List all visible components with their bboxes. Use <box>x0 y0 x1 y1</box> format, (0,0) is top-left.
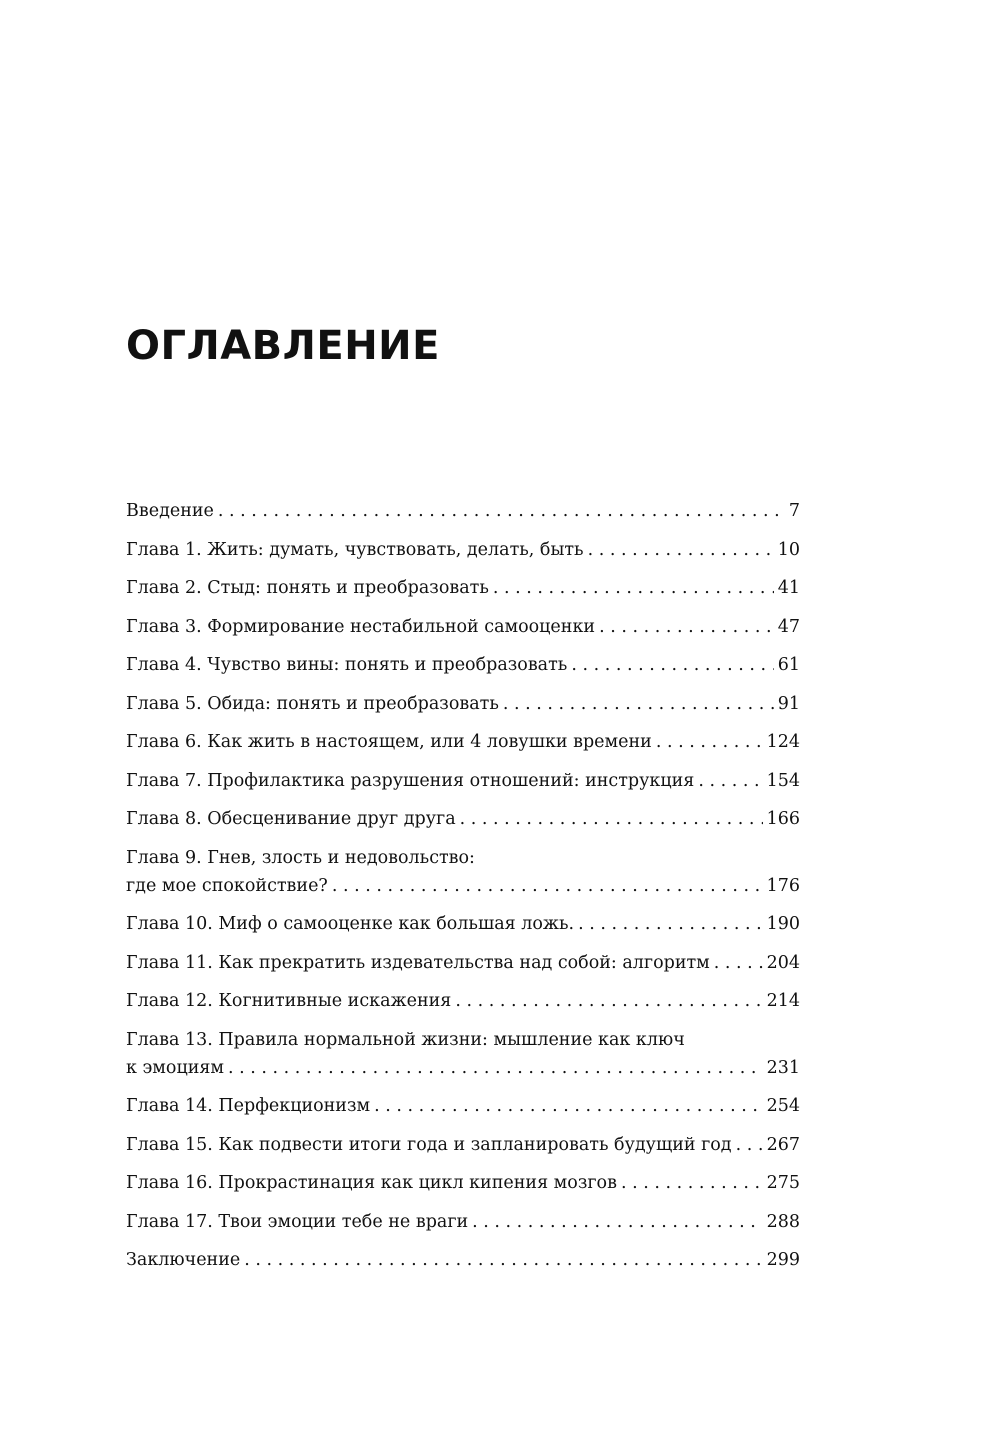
toc-entry[interactable] <box>126 497 800 525</box>
toc-line <box>126 949 800 977</box>
toc-title: где мое спокойствие? <box>126 875 328 896</box>
toc-page-number: 10 <box>777 539 800 560</box>
toc-line <box>126 1054 800 1082</box>
toc-title: Глава 10. Миф о самооценке как большая ложь. <box>126 914 575 934</box>
dot-leader <box>455 987 762 1015</box>
toc-entry[interactable] <box>126 613 800 641</box>
toc-line <box>126 497 800 525</box>
toc-page-number: 267 <box>766 1134 800 1155</box>
dot-leader <box>244 1246 762 1274</box>
table-of-contents <box>126 497 800 1285</box>
toc-title: Глава 11. Как прекратить издевательства над собой: алгоритм <box>126 952 710 973</box>
dot-leader <box>588 536 774 564</box>
dot-leader <box>460 805 763 833</box>
toc-entry[interactable] <box>126 574 800 602</box>
toc-line <box>126 690 800 718</box>
toc-title-first-line: Глава 13. Правила нормальной жизни: мышление как ключ <box>126 1029 685 1050</box>
toc-entry[interactable] <box>126 690 800 718</box>
toc-entry[interactable] <box>126 949 800 977</box>
toc-title: Глава 4. Чувство вины: понять и преобразовать <box>126 655 568 675</box>
toc-title: Глава 3. Формирование нестабильной самооценки <box>126 616 596 637</box>
page-title: ОГЛАВЛЕНИЕ <box>126 323 440 369</box>
toc-line <box>126 574 800 602</box>
dot-leader <box>374 1092 762 1120</box>
toc-page-number: 299 <box>766 1250 800 1270</box>
toc-page-number: 7 <box>788 501 800 521</box>
toc-entry[interactable] <box>126 987 800 1015</box>
toc-entry[interactable] <box>126 767 800 795</box>
toc-page-number: 190 <box>766 914 800 934</box>
toc-title: Заключение <box>126 1250 241 1270</box>
dot-leader <box>599 613 774 641</box>
toc-page-number: 154 <box>766 770 800 791</box>
toc-title: Глава 7. Профилактика разрушения отношений: инструкция <box>126 770 695 791</box>
toc-entry[interactable] <box>126 1026 800 1082</box>
toc-page-number: 214 <box>766 991 800 1011</box>
toc-entry[interactable] <box>126 1208 800 1236</box>
toc-line <box>126 651 800 679</box>
dot-leader <box>714 949 763 977</box>
toc-page-number: 254 <box>766 1096 800 1116</box>
toc-title: Глава 5. Обида: понять и преобразовать <box>126 693 499 714</box>
toc-line <box>126 805 800 833</box>
toc-page-number: 41 <box>777 578 800 598</box>
toc-page-number: 124 <box>766 732 800 752</box>
toc-line <box>126 1131 800 1159</box>
toc-entry[interactable] <box>126 651 800 679</box>
dot-leader <box>503 690 774 718</box>
toc-title: к эмоциям <box>126 1057 225 1078</box>
toc-title: Введение <box>126 501 214 521</box>
toc-line <box>126 872 800 900</box>
toc-title: Глава 8. Обесценивание друг друга <box>126 809 456 829</box>
dot-leader <box>493 574 774 602</box>
dot-leader <box>621 1169 763 1197</box>
dot-leader <box>228 1054 763 1082</box>
toc-line <box>126 1169 800 1197</box>
toc-entry[interactable] <box>126 1169 800 1197</box>
toc-page-number: 288 <box>766 1211 800 1232</box>
toc-entry[interactable] <box>126 1131 800 1159</box>
toc-line <box>126 728 800 756</box>
toc-line <box>126 1092 800 1120</box>
dot-leader <box>472 1208 762 1236</box>
toc-line <box>126 910 800 938</box>
toc-page-number: 166 <box>766 809 800 829</box>
toc-entry[interactable] <box>126 910 800 938</box>
toc-page-number: 275 <box>766 1173 800 1193</box>
toc-line <box>126 1246 800 1274</box>
toc-title: Глава 14. Перфекционизм <box>126 1096 371 1116</box>
toc-title: Глава 12. Когнитивные искажения <box>126 991 452 1011</box>
toc-entry[interactable] <box>126 1246 800 1274</box>
toc-line <box>126 613 800 641</box>
toc-title: Глава 6. Как жить в настоящем, или 4 ловушки времени <box>126 732 652 752</box>
dot-leader <box>578 910 762 938</box>
toc-title: Глава 2. Стыд: понять и преобразовать <box>126 578 489 598</box>
toc-page-number: 61 <box>777 655 800 675</box>
toc-title: Глава 16. Прокрастинация как цикл кипения мозгов <box>126 1173 617 1193</box>
toc-entry[interactable] <box>126 805 800 833</box>
dot-leader <box>736 1131 763 1159</box>
toc-page-number: 91 <box>777 693 800 714</box>
dot-leader <box>571 651 773 679</box>
toc-line <box>126 536 800 564</box>
toc-entry[interactable] <box>126 1092 800 1120</box>
toc-page-number: 176 <box>766 875 800 896</box>
toc-title-first-line: Глава 9. Гнев, злость и недовольство: <box>126 847 475 868</box>
dot-leader <box>332 872 763 900</box>
dot-leader <box>218 497 785 525</box>
toc-entry[interactable] <box>126 536 800 564</box>
toc-line <box>126 1208 800 1236</box>
toc-entry[interactable] <box>126 728 800 756</box>
toc-title: Глава 17. Твои эмоции тебе не враги <box>126 1211 469 1232</box>
toc-page-number: 47 <box>777 616 800 637</box>
toc-line <box>126 767 800 795</box>
toc-title: Глава 1. Жить: думать, чувствовать, делать, быть <box>126 539 584 560</box>
toc-line <box>126 987 800 1015</box>
dot-leader <box>656 728 763 756</box>
toc-page-number: 204 <box>766 952 800 973</box>
toc-title: Глава 15. Как подвести итоги года и запланировать будущий год <box>126 1134 732 1155</box>
toc-entry[interactable] <box>126 844 800 900</box>
toc-page-number: 231 <box>766 1057 800 1078</box>
dot-leader <box>698 767 762 795</box>
